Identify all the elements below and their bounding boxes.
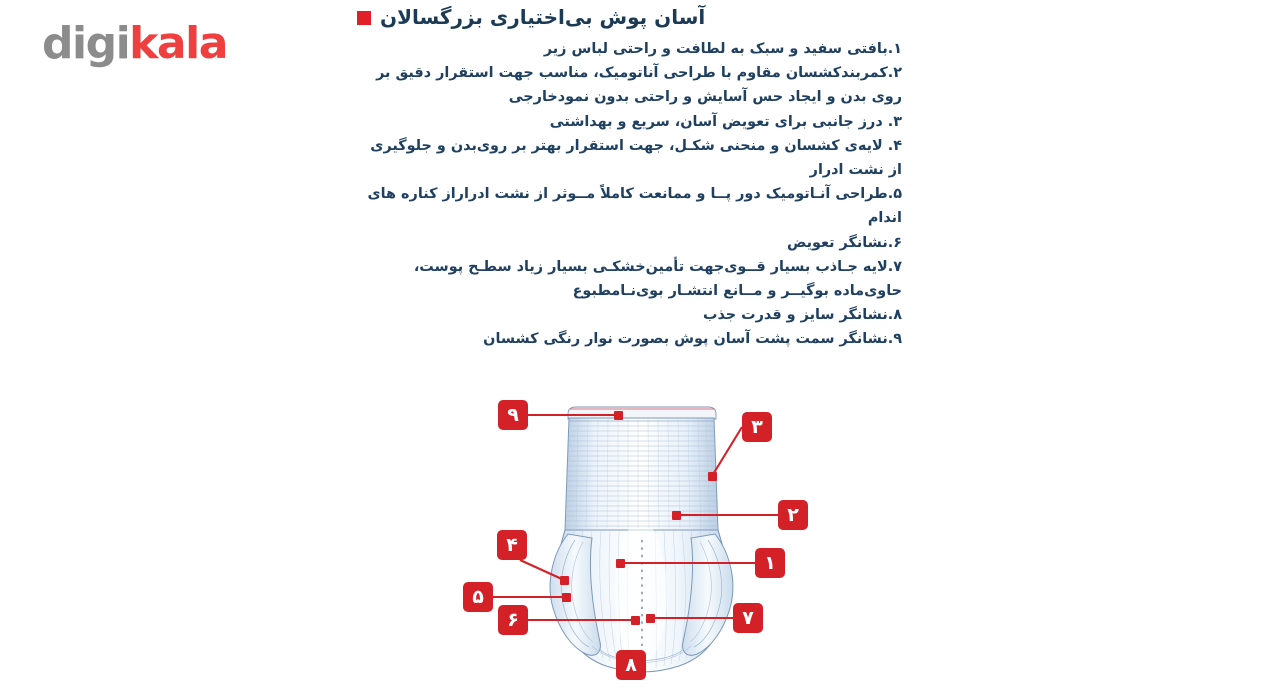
callout-9[interactable]: ۹ [498,400,528,430]
callout-6[interactable]: ۶ [498,605,528,635]
list-item: ۶.نشانگر تعویض [786,234,902,251]
callout-2[interactable]: ۲ [778,500,808,530]
page-title [357,4,902,30]
feature-list [357,37,902,351]
digikala-logo [42,18,227,69]
callout-8[interactable]: ۸ [616,650,646,680]
product-diagram [440,388,840,688]
page-title-text: آسان پوش بی‌اختیاری بزرگسالان [380,5,706,29]
logo-text-digi: digi [42,18,130,69]
specification-panel [357,4,902,351]
callout-5[interactable]: ۵ [463,582,493,612]
logo-text-kala: kala [129,18,227,69]
list-item: ۵.طراحی آنـاتومیک دور پــا و ممانعت کاملاً مــوثر از نشت ادراراز کناره های اندام [367,186,902,227]
square-bullet-icon [357,11,371,25]
list-item: ۷.لایه جـاذب بسیار قــوی‌جهت تأمین‌خشکـی بسیار زیاد سطـح پوست، حاوی‌ماده بوگیــر و مــانع انتشـار بوی‌نـامطبوع [413,258,902,299]
callout-4[interactable]: ۴ [497,530,527,560]
callout-7[interactable]: ۷ [733,603,763,633]
list-item: ۳. درز جانبی برای تعویض آسان، سریع و بهداشتی [549,113,902,130]
center-highlight [615,521,667,665]
list-item: ۸.نشانگر سایز و قدرت جذب [703,307,902,324]
list-item: ۹.نشانگر سمت پشت آسان پوش بصورت نوار رنگی کشسان [483,331,902,348]
callout-1[interactable]: ۱ [755,548,785,578]
list-item: ۱.بافتی سفید و سبک به لطافت و راحتی لباس زیر [543,41,902,57]
list-item: ۴. لایه‌ی کشسان و منحنی شکـل، جهت استقرار بهتر بر روی‌بدن و جلوگیری از نشت ادرار [370,137,902,178]
list-item: ۲.کمربندکشسان مقاوم با طراحی آناتومیک، مناسب جهت استقرار دقیق بر روی بدن و ایجاد حس آسایش و راحتی بدون نمودخارجی [376,65,902,106]
callout-3[interactable]: ۳ [742,412,772,442]
